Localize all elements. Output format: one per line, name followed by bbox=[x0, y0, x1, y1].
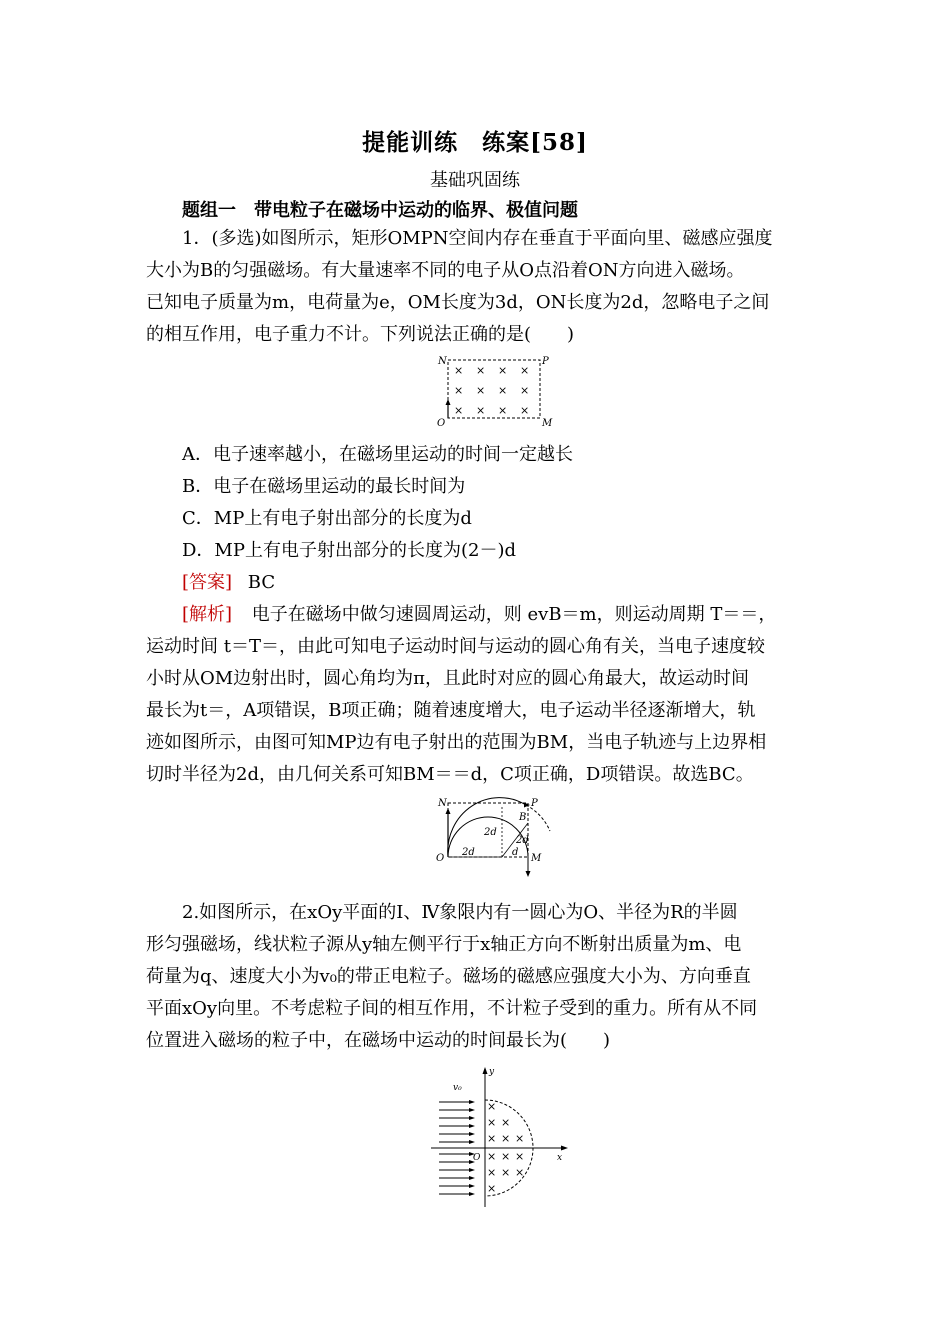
q2-line-5: 位置进入磁场的粒子中，在磁场中运动的时间最长为( ) bbox=[146, 1030, 611, 1051]
cross-mark: × bbox=[487, 1100, 497, 1113]
cross-mark: × bbox=[501, 1116, 511, 1129]
q1-line-1: 1．(多选)如图所示，矩形OMPN空间内存在垂直于平面向里、磁感应强度 bbox=[182, 228, 773, 249]
label-M: M bbox=[531, 853, 542, 864]
q2-figure-semicircle-field bbox=[425, 1062, 575, 1212]
label-N: N bbox=[438, 798, 447, 809]
q2-line-4: 平面xOy向里。不考虑粒子间的相互作用，不计粒子受到的重力。所有从不同 bbox=[146, 998, 758, 1019]
cross-mark: × bbox=[515, 1132, 525, 1145]
q1-figure-rectangle-field bbox=[430, 350, 560, 430]
label-B: B bbox=[519, 812, 527, 823]
q1-figure-trajectory bbox=[430, 795, 560, 890]
label-O: O bbox=[437, 418, 446, 429]
analysis-tag: [解析] bbox=[182, 604, 233, 625]
label-O: O bbox=[473, 1153, 481, 1163]
q1-option-c: C．MP上有电子射出部分的长度为d bbox=[182, 508, 472, 529]
field-crosses bbox=[454, 364, 529, 417]
q1-analysis-line-1 bbox=[182, 600, 776, 626]
cross-mark: × bbox=[454, 364, 464, 377]
label-P: P bbox=[531, 798, 538, 809]
answer-value: BC bbox=[247, 572, 276, 593]
q1-line-4: 的相互作用，电子重力不计。下列说法正确的是( ) bbox=[146, 324, 575, 345]
cross-mark: × bbox=[501, 1150, 511, 1163]
cross-mark: × bbox=[520, 404, 530, 417]
cross-mark: × bbox=[454, 404, 464, 417]
arrow-head-icon bbox=[446, 399, 451, 405]
q1-line-2: 大小为B的匀强磁场。有大量速率不同的电子从O点沿着ON方向进入磁场。 bbox=[146, 260, 745, 281]
cross-mark: × bbox=[515, 1150, 525, 1163]
q1-option-b: B．电子在磁场里运动的最长时间为 bbox=[182, 476, 466, 497]
q1-analysis-line-3: 小时从OM边射出时，圆心角均为π，且此时对应的圆心角最大，故运动时间 bbox=[146, 668, 750, 689]
cross-mark: × bbox=[476, 364, 486, 377]
q1-line-3: 已知电子质量为m，电荷量为e，OM长度为3d，ON长度为2d，忽略电子之间 bbox=[146, 292, 770, 313]
q1-analysis-line-2: 运动时间 t＝T＝，由此可知电子运动时间与运动的圆心角有关，当电子速度较 bbox=[146, 636, 765, 657]
cross-mark: × bbox=[520, 364, 530, 377]
arrow-head-icon bbox=[483, 1067, 488, 1074]
cross-mark: × bbox=[520, 384, 530, 397]
page-title: 提能训练 练案[58] bbox=[362, 129, 588, 156]
label-v0: v₀ bbox=[453, 1083, 462, 1093]
q1-analysis-line-5: 迹如图所示，由图可知MP边有电子射出的范围为BM，当电子轨迹与上边界相 bbox=[146, 732, 767, 753]
q1-analysis-line-4: 最长为t＝，A项错误，B项正确；随着速度增大，电子运动半径逐渐增大，轨 bbox=[146, 700, 756, 721]
label-M: M bbox=[542, 418, 553, 429]
label-O: O bbox=[436, 853, 445, 864]
label-x: x bbox=[557, 1153, 563, 1163]
q2-line-2: 形匀强磁场，线状粒子源从y轴左侧平行于x轴正方向不断射出质量为m、电 bbox=[146, 934, 742, 955]
answer-tag: [答案] bbox=[182, 572, 233, 593]
cross-mark: × bbox=[498, 384, 508, 397]
label-2d: 2d bbox=[462, 847, 475, 858]
arrow-head-icon bbox=[524, 803, 530, 808]
q2-line-3: 荷量为q、速度大小为v₀的带正电粒子。磁场的磁感应强度大小为、方向垂直 bbox=[146, 966, 751, 987]
cross-mark: × bbox=[501, 1132, 511, 1145]
label-N: N bbox=[438, 356, 447, 367]
label-2d: 2d bbox=[516, 835, 529, 846]
cross-mark: × bbox=[487, 1150, 497, 1163]
question-group-heading: 题组一 带电粒子在磁场中运动的临界、极值问题 bbox=[182, 200, 578, 221]
cross-mark: × bbox=[476, 404, 486, 417]
label-y: y bbox=[489, 1067, 495, 1077]
arrow-head-icon bbox=[526, 871, 531, 877]
arrow-head-icon bbox=[561, 1146, 568, 1151]
label-P: P bbox=[542, 356, 549, 367]
q1-analysis-line-6: 切时半径为2d，由几何关系可知BM＝＝d，C项正确，D项错误。故选BC。 bbox=[146, 764, 754, 785]
cross-mark: × bbox=[487, 1166, 497, 1179]
trajectory-extension bbox=[526, 805, 550, 831]
q2-line-1: 2.如图所示，在xOy平面的Ⅰ、Ⅳ象限内有一圆心为O、半径为R的半圆 bbox=[182, 902, 738, 923]
cross-mark: × bbox=[487, 1116, 497, 1129]
section-subtitle: 基础巩固练 bbox=[430, 170, 520, 191]
cross-mark: × bbox=[498, 364, 508, 377]
cross-mark: × bbox=[501, 1166, 511, 1179]
q1-option-d: D．MP上有电子射出部分的长度为(2－)d bbox=[182, 540, 516, 561]
cross-mark: × bbox=[515, 1166, 525, 1179]
q1-answer-row bbox=[182, 568, 275, 594]
cross-mark: × bbox=[487, 1132, 497, 1145]
cross-mark: × bbox=[498, 404, 508, 417]
label-d: d bbox=[512, 847, 519, 858]
cross-mark: × bbox=[476, 384, 486, 397]
analysis-text: 电子在磁场中做匀速圆周运动，则 evB＝m，则运动周期 T＝＝， bbox=[251, 604, 777, 625]
cross-mark: × bbox=[454, 384, 464, 397]
label-2d: 2d bbox=[484, 827, 497, 838]
q1-option-a: A．电子速率越小，在磁场里运动的时间一定越长 bbox=[182, 444, 573, 465]
cross-mark: × bbox=[487, 1182, 497, 1195]
